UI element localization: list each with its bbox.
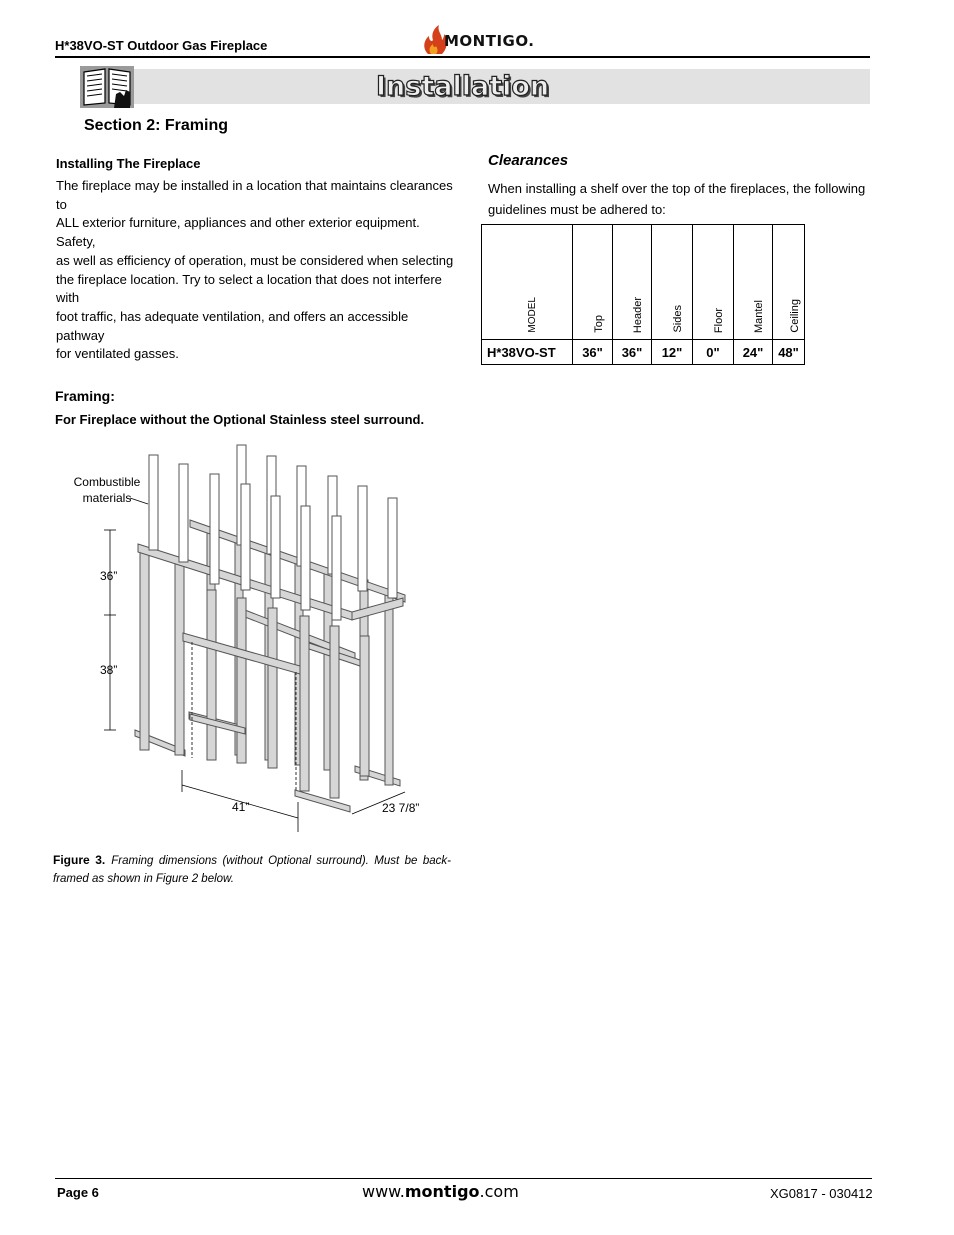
framing-diagram [60,440,460,840]
combustible-label: materials [82,491,132,505]
column-header [773,225,805,340]
stud [175,560,184,755]
framing-subheading: For Fireplace without the Optional Stainless steel surround. [55,412,425,427]
combustible-strip [149,455,158,550]
installing-heading: Installing The Fireplace [56,156,201,171]
table-cell: 0" [693,340,734,365]
framing-heading: Framing: [55,388,115,404]
website-prefix: www. [362,1182,405,1201]
combustible-strip [241,484,250,590]
paragraph-line: When installing a shelf over the top of the fireplaces, the following [488,181,866,196]
dimension-label-depth: 23 7/8” [382,801,420,815]
table-cell: 48" [773,340,805,365]
stud [268,608,277,768]
paragraph-line: the fireplace location. Try to select a location that does not interfere with [56,271,442,306]
column-header-label: MODEL [527,297,538,333]
clearances-heading: Clearances [488,152,569,169]
stud [330,626,339,798]
combustible-strip [388,498,397,598]
column-header-label: Header [632,296,644,333]
website-suffix: .com [479,1182,519,1201]
document-product-title: H*38VO-ST Outdoor Gas Fireplace [55,38,268,53]
figure-label: Figure 3. [53,853,106,867]
montigo-logo [420,24,535,56]
website-link[interactable] [362,1182,519,1201]
clearances-table [481,224,805,365]
table-cell: 24" [734,340,773,365]
paragraph-line: for ventilated gasses. [56,346,179,362]
paragraph-line: as well as efficiency of operation, must be considered when selecting [56,252,454,268]
column-header [734,225,773,340]
dimension-label-36: 36” [100,569,118,583]
column-header [613,225,652,340]
dimension-label-38: 38” [100,663,118,677]
table-cell-model: H*38VO-ST [482,340,573,365]
combustible-strip [332,516,341,620]
paragraph-line: ALL exterior furniture, appliances and other exterior equipment. Safety, [56,215,420,250]
combustible-strip [210,474,219,584]
brand-wordmark: MONTIGO. [444,32,535,50]
table-cell: 12" [652,340,693,365]
column-header-label: Mantel [753,299,765,333]
column-header [573,225,613,340]
paragraph-line: The fireplace may be installed in a location that maintains clearances to [56,178,453,212]
table-row [482,340,805,365]
column-header-label: Sides [672,305,684,333]
stud [207,590,216,760]
stud [140,550,149,750]
banner-title: Installation [376,71,550,102]
table-header-row [482,225,805,340]
column-header [652,225,693,340]
column-header-label: Floor [713,307,725,333]
stud [300,616,309,791]
column-header [482,225,573,340]
stud [385,590,393,785]
figure-caption-text: Framing dimensions (without Optional surround). Must be back-framed as shown in Figure 2 below. [53,855,451,885]
stud [360,636,369,776]
leader-line [130,498,148,504]
manual-book-icon [80,66,134,108]
combustible-strip [179,464,188,562]
website-brand: montigo [404,1182,480,1201]
bottom-plate [295,790,350,812]
column-header-label: Ceiling [788,299,801,333]
column-header-label: Top [592,315,605,333]
installing-paragraph [56,177,456,364]
figure-caption [53,852,451,888]
clearances-paragraph [488,178,868,220]
footer-rule [55,1178,872,1179]
combustible-label: Combustible [73,475,141,489]
paragraph-line: guidelines must be adhered to: [488,202,666,217]
page-number: Page 6 [57,1185,99,1200]
combustible-strip [358,486,367,591]
dimension-label-41: 41” [232,800,250,814]
section-banner [133,69,870,104]
combustible-strip [271,496,280,598]
header-rule [55,56,870,58]
column-header [693,225,734,340]
combustible-strip [301,506,310,610]
table-cell: 36" [573,340,613,365]
section-title: Section 2: Framing [84,117,229,134]
document-code: XG0817 - 030412 [770,1186,873,1201]
table-cell: 36" [613,340,652,365]
stud [237,598,246,763]
paragraph-line: foot traffic, has adequate ventilation, and offers an accessible pathway [56,308,409,343]
